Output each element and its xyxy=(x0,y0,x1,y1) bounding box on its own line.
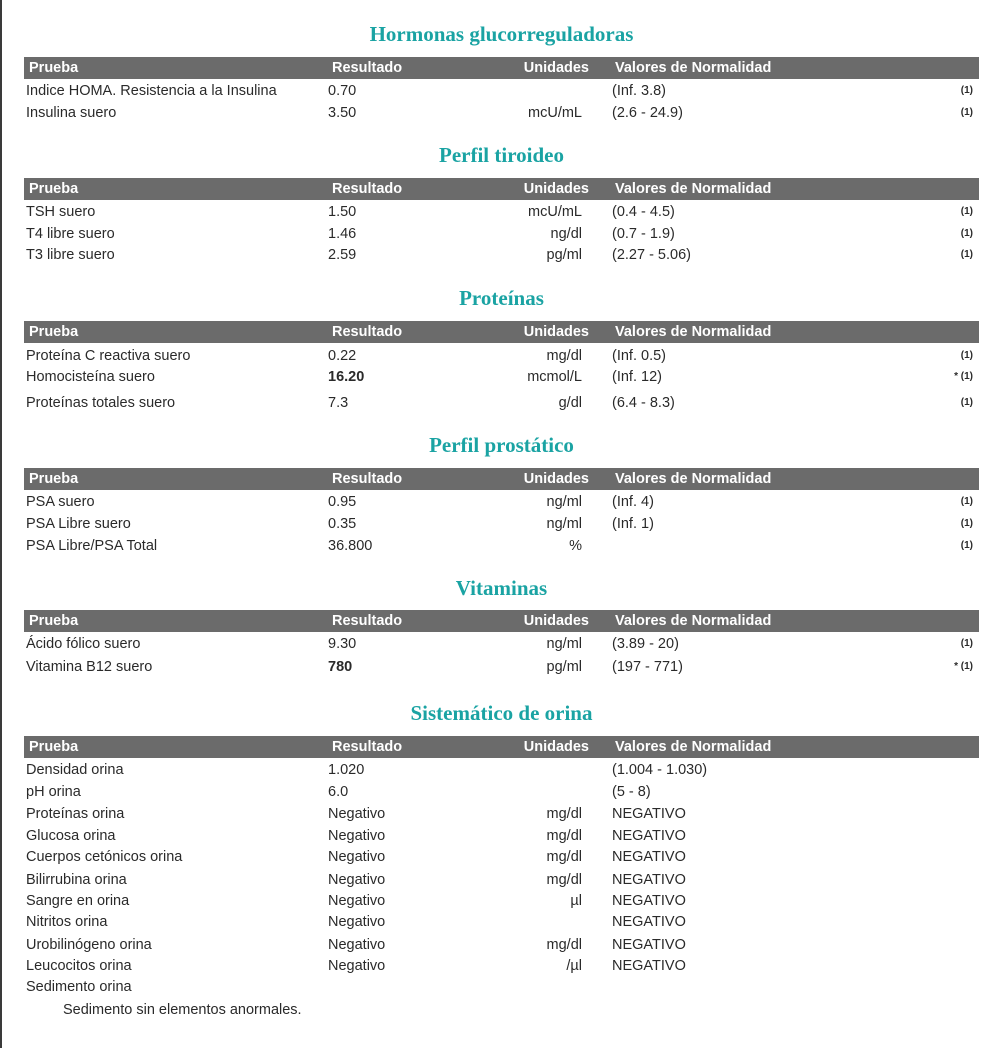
test-name: Proteínas orina xyxy=(26,806,125,822)
header-valores: Valores de Normalidad xyxy=(615,613,772,629)
test-unit: mg/dl xyxy=(546,849,582,865)
test-unit: mcU/mL xyxy=(528,105,582,121)
reference-range: (Inf. 0.5) xyxy=(612,348,666,364)
section-title: Sistemático de orina xyxy=(410,701,593,725)
footnote-marker: (1) xyxy=(960,496,973,507)
reference-range: (Inf. 1) xyxy=(612,516,654,532)
test-result: 0.35 xyxy=(328,516,357,532)
test-result: 1.46 xyxy=(328,226,357,242)
footnote-marker: (1) xyxy=(960,638,973,649)
reference-range: (Inf. 4) xyxy=(612,494,654,510)
test-name: Nitritos orina xyxy=(26,914,108,930)
test-result: 0.70 xyxy=(328,83,357,99)
reference-range: (1.004 - 1.030) xyxy=(612,762,708,778)
test-unit: mcU/mL xyxy=(528,204,582,220)
test-result: Negativo xyxy=(328,958,386,974)
reference-range: NEGATIVO xyxy=(612,849,686,865)
table-header xyxy=(24,736,979,758)
test-unit: mg/dl xyxy=(546,348,582,364)
test-unit: g/dl xyxy=(558,395,582,411)
test-name: Sedimento orina xyxy=(26,979,132,995)
header-resultado: Resultado xyxy=(332,613,403,629)
table-row xyxy=(24,346,979,366)
test-unit: µl xyxy=(570,893,582,909)
test-result: 7.3 xyxy=(328,395,349,411)
test-name: Ácido fólico suero xyxy=(26,636,141,652)
test-unit: ng/ml xyxy=(546,494,582,510)
reference-range: (197 - 771) xyxy=(612,659,683,675)
header-unidades: Unidades xyxy=(523,181,589,197)
footnote-marker: (1) xyxy=(960,540,973,551)
table-row xyxy=(24,393,979,413)
test-unit: /µl xyxy=(566,958,582,974)
header-unidades: Unidades xyxy=(523,739,589,755)
test-result: 9.30 xyxy=(328,636,357,652)
footnote-marker: (1) xyxy=(960,518,973,529)
test-name: pH orina xyxy=(26,784,81,800)
test-result: 6.0 xyxy=(328,784,349,800)
table-header xyxy=(24,178,979,200)
test-result: 0.95 xyxy=(328,494,357,510)
test-name: Bilirrubina orina xyxy=(26,872,127,888)
footnote-marker: (1) xyxy=(960,228,973,239)
footnote-marker: (1) xyxy=(960,206,973,217)
sediment-comment: Sedimento sin elementos anormales. xyxy=(63,1002,302,1018)
reference-range: (2.6 - 24.9) xyxy=(612,105,683,121)
test-result: 3.50 xyxy=(328,105,357,121)
table-row xyxy=(24,634,979,654)
footnote-marker: (1) xyxy=(960,350,973,361)
reference-range: (0.7 - 1.9) xyxy=(612,226,675,242)
table-header xyxy=(24,468,979,490)
footnote-marker: (1) xyxy=(960,249,973,260)
test-name: Vitamina B12 suero xyxy=(26,659,153,675)
reference-range: (Inf. 12) xyxy=(612,369,662,385)
header-prueba: Prueba xyxy=(29,181,79,197)
test-result: Negativo xyxy=(328,828,386,844)
left-border-line xyxy=(0,0,2,1048)
footnote-marker: (1) xyxy=(960,397,973,408)
table-row xyxy=(24,760,979,780)
header-resultado: Resultado xyxy=(332,739,403,755)
table-row xyxy=(24,514,979,534)
test-result: Negativo xyxy=(328,893,386,909)
header-resultado: Resultado xyxy=(332,471,403,487)
test-unit: ng/ml xyxy=(546,516,582,532)
table-row xyxy=(24,782,979,802)
table-row xyxy=(24,536,979,556)
table-header xyxy=(24,57,979,79)
test-result: Negativo xyxy=(328,937,386,953)
test-unit: mg/dl xyxy=(546,872,582,888)
section-title: Hormonas glucorreguladoras xyxy=(369,22,634,46)
table-row xyxy=(24,367,979,387)
reference-range: (3.89 - 20) xyxy=(612,636,679,652)
header-unidades: Unidades xyxy=(523,613,589,629)
test-result: Negativo xyxy=(328,872,386,888)
section-title: Perfil prostático xyxy=(429,433,574,457)
header-unidades: Unidades xyxy=(523,324,589,340)
table-row xyxy=(24,804,979,824)
table-row xyxy=(24,847,979,867)
test-name: PSA Libre/PSA Total xyxy=(26,538,158,554)
test-result: 0.22 xyxy=(328,348,357,364)
header-resultado: Resultado xyxy=(332,324,403,340)
header-unidades: Unidades xyxy=(523,60,589,76)
test-name: Proteínas totales suero xyxy=(26,395,176,411)
test-name: Cuerpos cetónicos orina xyxy=(26,849,183,865)
header-resultado: Resultado xyxy=(332,181,403,197)
section-title: Vitaminas xyxy=(455,576,548,600)
table-row xyxy=(24,103,979,123)
header-prueba: Prueba xyxy=(29,324,79,340)
table-header xyxy=(24,610,979,632)
test-name: Sangre en orina xyxy=(26,893,130,909)
footnote-marker: * (1) xyxy=(954,371,973,382)
section-title: Perfil tiroideo xyxy=(439,143,564,167)
test-name: Densidad orina xyxy=(26,762,124,778)
table-row xyxy=(24,826,979,846)
table-row xyxy=(24,870,979,890)
section-title: Proteínas xyxy=(459,286,544,310)
test-unit: pg/ml xyxy=(546,659,582,675)
test-unit: ng/ml xyxy=(546,636,582,652)
test-result: 1.020 xyxy=(328,762,365,778)
header-valores: Valores de Normalidad xyxy=(615,60,772,76)
reference-range: NEGATIVO xyxy=(612,828,686,844)
table-row xyxy=(24,202,979,222)
header-prueba: Prueba xyxy=(29,613,79,629)
test-name: Urobilinógeno orina xyxy=(26,937,152,953)
reference-range: NEGATIVO xyxy=(612,914,686,930)
reference-range: NEGATIVO xyxy=(612,958,686,974)
test-unit: pg/ml xyxy=(546,247,582,263)
test-result: Negativo xyxy=(328,806,386,822)
test-result: 36.800 xyxy=(328,538,373,554)
footnote-marker: (1) xyxy=(960,85,973,96)
table-row xyxy=(24,245,979,265)
test-result: Negativo xyxy=(328,849,386,865)
test-name: PSA Libre suero xyxy=(26,516,131,532)
test-name: Leucocitos orina xyxy=(26,958,132,974)
header-resultado: Resultado xyxy=(332,60,403,76)
test-unit: ng/dl xyxy=(550,226,582,242)
test-result: Negativo xyxy=(328,914,386,930)
table-row xyxy=(24,891,979,911)
header-prueba: Prueba xyxy=(29,60,79,76)
test-result: 2.59 xyxy=(328,247,357,263)
reference-range: (0.4 - 4.5) xyxy=(612,204,675,220)
test-unit: mg/dl xyxy=(546,806,582,822)
test-name: Proteína C reactiva suero xyxy=(26,348,191,364)
test-name: TSH suero xyxy=(26,204,96,220)
reference-range: (Inf. 3.8) xyxy=(612,83,666,99)
test-unit: mg/dl xyxy=(546,828,582,844)
table-row xyxy=(24,224,979,244)
table-row xyxy=(24,935,979,955)
header-prueba: Prueba xyxy=(29,471,79,487)
table-header xyxy=(24,321,979,343)
test-name: Glucosa orina xyxy=(26,828,116,844)
test-name: PSA suero xyxy=(26,494,95,510)
test-unit: % xyxy=(569,538,582,554)
reference-range: NEGATIVO xyxy=(612,872,686,888)
header-unidades: Unidades xyxy=(523,471,589,487)
header-valores: Valores de Normalidad xyxy=(615,181,772,197)
reference-range: NEGATIVO xyxy=(612,806,686,822)
header-valores: Valores de Normalidad xyxy=(615,471,772,487)
test-result: 1.50 xyxy=(328,204,357,220)
test-result: 780 xyxy=(328,659,353,675)
reference-range: NEGATIVO xyxy=(612,937,686,953)
table-row xyxy=(24,492,979,512)
table-row xyxy=(24,81,979,101)
test-unit: mg/dl xyxy=(546,937,582,953)
header-valores: Valores de Normalidad xyxy=(615,324,772,340)
table-row xyxy=(24,956,979,976)
test-name: Homocisteína suero xyxy=(26,369,155,385)
header-prueba: Prueba xyxy=(29,739,79,755)
header-valores: Valores de Normalidad xyxy=(615,739,772,755)
test-result: 16.20 xyxy=(328,369,365,385)
reference-range: (2.27 - 5.06) xyxy=(612,247,691,263)
test-name: Indice HOMA. Resistencia a la Insulina xyxy=(26,83,277,99)
reference-range: NEGATIVO xyxy=(612,893,686,909)
table-row xyxy=(24,657,979,677)
footnote-marker: (1) xyxy=(960,107,973,118)
reference-range: (6.4 - 8.3) xyxy=(612,395,675,411)
table-row xyxy=(24,912,979,932)
table-row xyxy=(24,977,979,997)
reference-range: (5 - 8) xyxy=(612,784,651,800)
test-name: T3 libre suero xyxy=(26,247,115,263)
test-name: T4 libre suero xyxy=(26,226,115,242)
test-name: Insulina suero xyxy=(26,105,117,121)
test-unit: mcmol/L xyxy=(527,369,582,385)
footnote-marker: * (1) xyxy=(954,661,973,672)
